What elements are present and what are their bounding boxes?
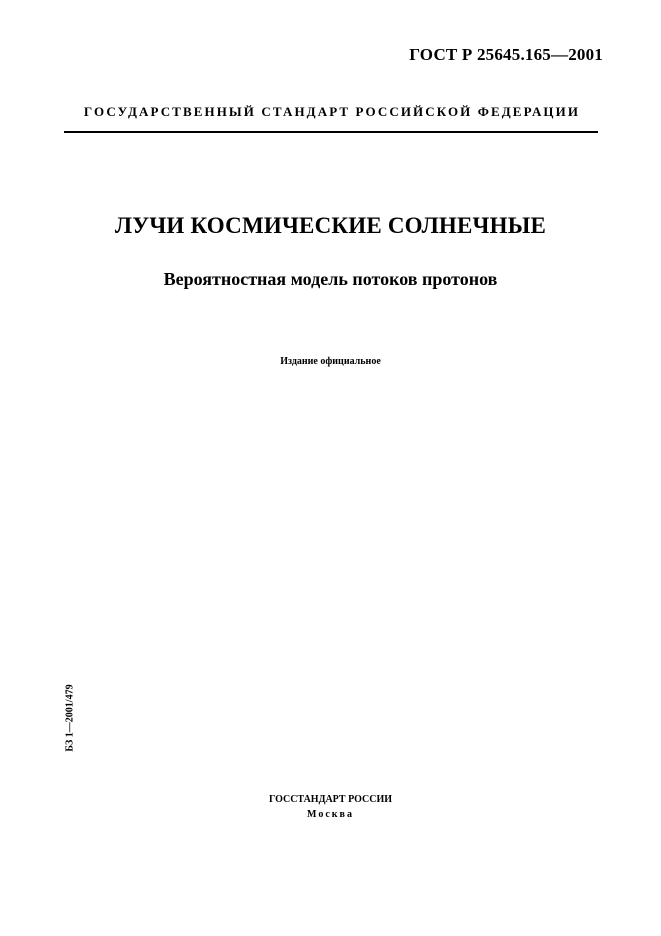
document-title: ЛУЧИ КОСМИЧЕСКИЕ СОЛНЕЧНЫЕ — [114, 213, 547, 238]
side-catalog-code: БЗ 1—2001/479 — [64, 684, 76, 752]
state-standard-header: ГОСУДАРСТВЕННЫЙ СТАНДАРТ РОССИЙСКОЙ ФЕДЕРАЦИИ — [83, 104, 581, 119]
document-code: ГОСТ Р 25645.165—2001 — [409, 45, 603, 64]
publication-city: Москва — [307, 809, 354, 820]
header-divider — [64, 131, 598, 133]
edition-label: Издание официальное — [280, 356, 381, 367]
document-subtitle: Вероятностная модель потоков протонов — [163, 269, 498, 289]
publisher-name: ГОССТАНДАРТ РОССИИ — [268, 794, 393, 805]
